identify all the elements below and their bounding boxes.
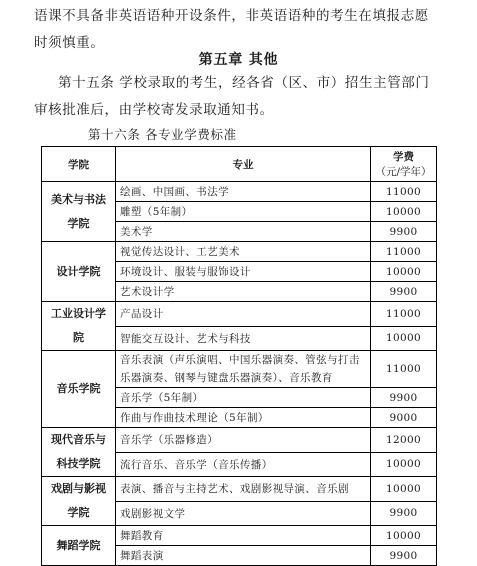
- fee-cell: 10000: [371, 452, 437, 477]
- major-cell: 舞蹈表演: [116, 546, 371, 566]
- header-fee-unit: （元/学年）: [375, 166, 432, 178]
- fee-cell: 11000: [371, 351, 437, 388]
- fee-cell: 11000: [371, 302, 437, 327]
- table-body: [42, 182, 437, 566]
- major-cell: 雕塑（5年制）: [116, 202, 371, 222]
- fee-cell: 9000: [371, 408, 437, 428]
- college-cell: 工业设计学院: [42, 302, 116, 351]
- table-row: [42, 351, 437, 388]
- major-cell: 美术学: [116, 222, 371, 242]
- college-cell: 美术与书法学院: [42, 182, 116, 242]
- table-row: [42, 242, 437, 262]
- major-cell: 智能交互设计、艺术与科技: [116, 326, 371, 351]
- major-cell: 环境设计、服装与服饰设计: [116, 262, 371, 282]
- major-cell: 戏剧影视文学: [116, 501, 371, 526]
- fee-cell: 9900: [371, 282, 437, 302]
- fee-cell: 12000: [371, 428, 437, 453]
- fee-cell: 10000: [371, 477, 437, 502]
- major-cell: 艺术设计学: [116, 282, 371, 302]
- fee-cell: 9900: [371, 546, 437, 566]
- header-major: 专业: [116, 147, 371, 182]
- major-cell: 产品设计: [116, 302, 371, 327]
- major-cell: 音乐学（乐器修造）: [116, 428, 371, 453]
- paragraph-line-1: 语课不具备非英语语种开设条件，非英语语种的考生在填报志愿: [34, 8, 429, 24]
- table-header-row: [42, 147, 437, 182]
- table-caption: 第十六条 各专业学费标准: [88, 127, 237, 142]
- header-fee-title: 学费: [393, 151, 414, 163]
- article-15-line-1: 第十五条 学校录取的考生，经各省（区、市）招生主管部门: [58, 75, 430, 91]
- header-college: 学院: [42, 147, 116, 182]
- fee-cell: 10000: [371, 326, 437, 351]
- fee-cell: 10000: [371, 262, 437, 282]
- college-cell: 设计学院: [42, 242, 116, 302]
- fee-cell: 9900: [371, 222, 437, 242]
- fee-cell: 10000: [371, 202, 437, 222]
- table-row: [42, 428, 437, 453]
- paragraph-line-2: 时须慎重。: [34, 35, 105, 51]
- header-fee: [371, 147, 437, 182]
- tuition-table: [41, 146, 437, 566]
- major-cell: 视觉传达设计、工艺美术: [116, 242, 371, 262]
- college-cell: 音乐学院: [42, 351, 116, 428]
- major-cell: 流行音乐、音乐学（音乐传播）: [116, 452, 371, 477]
- major-cell: 音乐表演（声乐演唱、中国乐器演奏、管弦与打击乐器演奏、钢琴与键盘乐器演奏）、音乐教育: [116, 351, 371, 388]
- major-cell: 表演、播音与主持艺术、戏剧影视导演、音乐剧: [116, 477, 371, 502]
- table-row: [42, 182, 437, 202]
- college-cell: 现代音乐与科技学院: [42, 428, 116, 477]
- fee-cell: 9900: [371, 388, 437, 408]
- fee-cell: 10000: [371, 526, 437, 546]
- fee-cell: 9900: [371, 501, 437, 526]
- college-cell: 舞蹈学院: [42, 526, 116, 566]
- fee-cell: 11000: [371, 182, 437, 202]
- major-cell: 绘画、中国画、书法学: [116, 182, 371, 202]
- chapter-heading: 第五章 其他: [198, 52, 279, 68]
- major-cell: 音乐学（5年制）: [116, 388, 371, 408]
- major-cell: 舞蹈教育: [116, 526, 371, 546]
- article-15-line-2: 审核批准后，由学校寄发录取通知书。: [34, 102, 274, 118]
- fee-cell: 11000: [371, 242, 437, 262]
- college-cell: 戏剧与影视学院: [42, 477, 116, 526]
- table-row: [42, 477, 437, 502]
- table-row: [42, 302, 437, 327]
- table-row: [42, 526, 437, 546]
- major-cell: 作曲与作曲技术理论（5年制）: [116, 408, 371, 428]
